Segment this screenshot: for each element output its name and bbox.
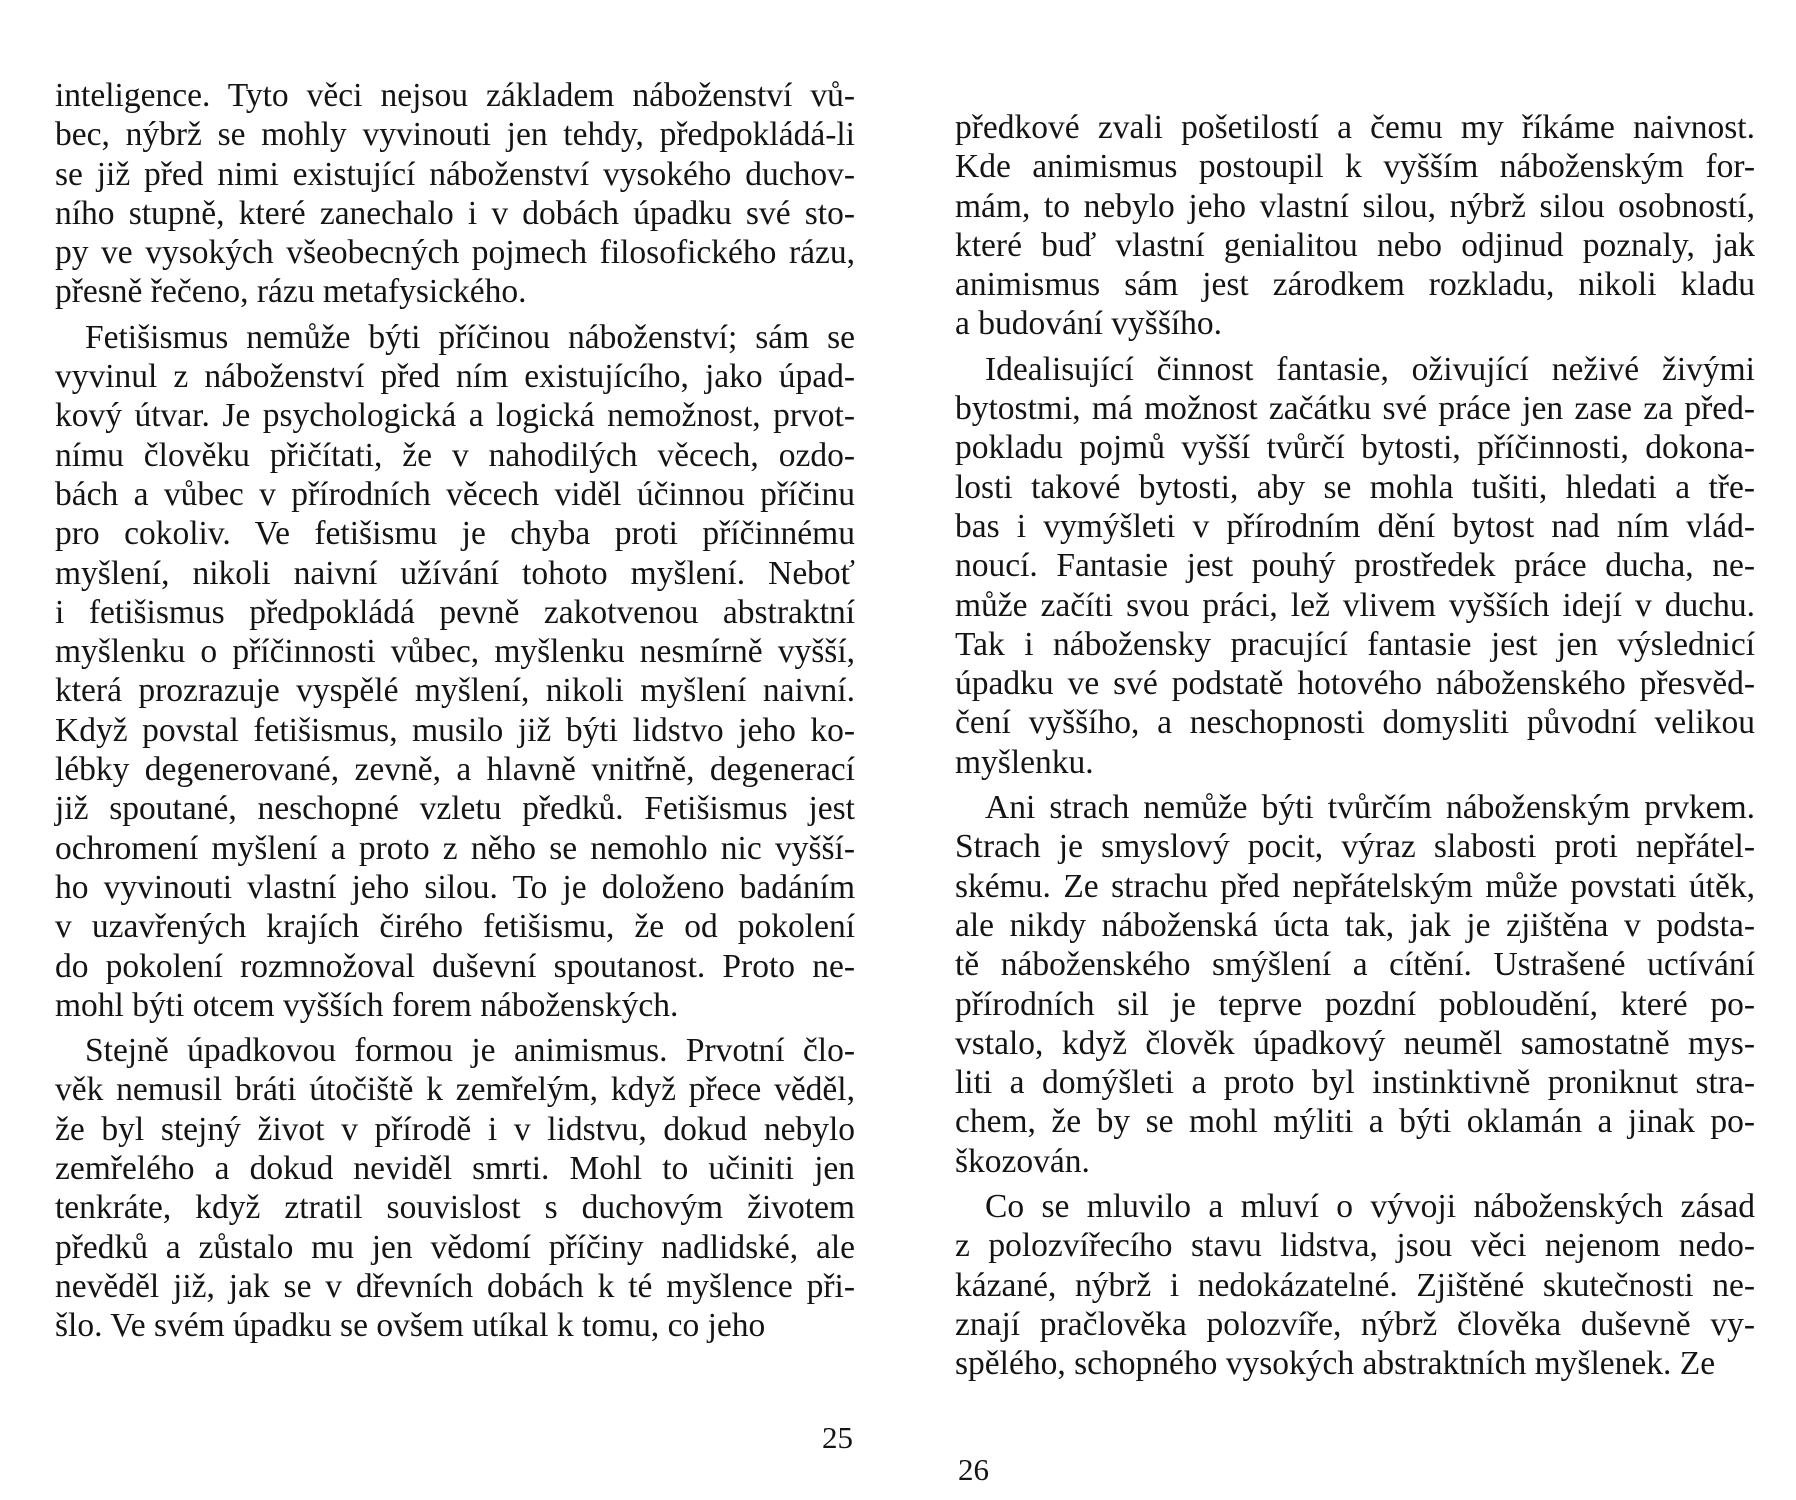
text-line: ho vyvinouti vlastní jeho silou. To je doloženo badáním (55, 868, 855, 906)
paragraph (955, 1187, 1755, 1383)
text-line: bytostmi, má možnost začátku své práce jen zase za před- (955, 390, 1755, 428)
text-line: myšlení, nikoli naivní užívání tohoto myšlení. Neboť (55, 554, 855, 592)
text-line: noucí. Fantasie jest pouhý prostředek práce ducha, ne- (955, 547, 1755, 585)
text-line: nímu člověku přičítati, že v nahodilých věcech, ozdo- (55, 436, 855, 474)
text-line: šlo. Ve svém úpadku se ovšem utíkal k tomu, co jeho (55, 1307, 766, 1345)
text-line: předků a zůstalo mu jen vědomí příčiny nadlidské, ale (55, 1228, 855, 1266)
text-line: inteligence. Tyto věci nejsou základem náboženství vů- (55, 77, 855, 114)
text-line: mohl býti otcem vyšších forem náboženských. (55, 986, 679, 1024)
text-line: i fetišismus předpokládá pevně zakotvenou abstraktní (55, 593, 855, 631)
text-line: skému. Ze strachu před nepřátelským může povstati útěk, (955, 867, 1755, 905)
text-line: v uzavřených krajích čirého fetišismu, že od pokolení (55, 908, 855, 946)
text-line: Tak i nábožensky pracující fantasie jest jen výslednicí (955, 625, 1755, 663)
paragraph (955, 350, 1755, 782)
text-line: Kde animismus postoupil k vyšším náboženským for- (955, 148, 1755, 186)
text-line: chem, že by se mohl mýliti a býti oklamán a jinak po- (955, 1103, 1755, 1141)
text-line: může začíti svou práci, lež vlivem vyšších idejí v duchu. (955, 586, 1755, 624)
text-line: bas i vymýšleti v přírodním dění bytost nad ním vlád- (955, 507, 1755, 545)
text-line: přírodních sil je teprve pozdní pobloudění, které po- (955, 985, 1755, 1023)
paragraph (55, 1031, 855, 1345)
text-line: vyvinul z náboženství před ním existujícího, jako úpad- (55, 358, 855, 396)
text-line: tenkráte, když ztratil souvislost s duchovým životem (55, 1189, 855, 1227)
text-line: kázané, nýbrž i nedokázatelné. Zjištěné skutečnosti ne- (955, 1266, 1755, 1304)
text-line: animismus sám jest zárodkem rozkladu, nikoli kladu (955, 266, 1755, 304)
paragraph (55, 318, 855, 1025)
text-line: čení vyššího, a neschopnosti domysliti původní velikou (955, 704, 1755, 742)
text-line: ochromení myšlení a proto z něho se nemohlo nic vyšší- (55, 829, 855, 867)
paragraph (955, 108, 1755, 344)
text-line: která prozrazuje vyspělé myšlení, nikoli myšlení naivní. (55, 672, 855, 710)
text-line: ale nikdy náboženská úcta tak, jak je zjištěna v podsta- (955, 906, 1755, 944)
text-line: Co se mluvilo a mluví o vývoji náboženských zásad (985, 1188, 1755, 1226)
text-line: které buď vlastní genialitou nebo odjinud poznaly, jak (955, 226, 1755, 264)
text-line: Strach je smyslový pocit, výraz slabosti proti nepřátel- (955, 828, 1755, 866)
text-line: že byl stejný život v přírodě i v lidstvu, dokud nebylo (55, 1110, 855, 1148)
text-line: liti a domýšleti a proto byl instinktivně proniknut stra- (955, 1064, 1755, 1102)
text-line: pro cokoliv. Ve fetišismu je chyba proti příčinnému (55, 515, 855, 553)
text-line: vstalo, když člověk úpadkový neuměl samostatně mys- (955, 1024, 1755, 1062)
text-line: Když povstal fetišismus, musilo již býti lidstvo jeho ko- (55, 711, 855, 749)
text-line: věk nemusil bráti útočiště k zemřelým, když přece věděl, (55, 1071, 855, 1109)
text-line: kový útvar. Je psychologická a logická nemožnost, prvot- (55, 397, 855, 435)
text-line: myšlenku o příčinnosti vůbec, myšlenku nesmírně vyšší, (55, 633, 855, 671)
text-line: myšlenku. (955, 743, 1094, 781)
text-line: již spoutané, neschopné vzletu předků. Fetišismus jest (55, 790, 855, 828)
text-line: se již před nimi existující náboženství vysokého duchov- (55, 155, 855, 193)
page-number-left: 25 (822, 1420, 853, 1455)
text-line: lébky degenerované, zevně, a hlavně vnitřně, degenerací (55, 751, 855, 789)
text-line: nevěděl již, jak se v dřevních dobách k té myšlence při- (55, 1267, 855, 1305)
text-line: předkové zvali pošetilostí a čemu my říkáme naivnost. (955, 109, 1755, 146)
text-line: pokladu pojmů vyšší tvůrčí bytosti, příčinnosti, dokona- (955, 429, 1755, 467)
text-line: losti takové bytosti, aby se mohla tušiti, hledati a tře- (955, 468, 1755, 506)
text-line: Ani strach nemůže býti tvůrčím náboženským prvkem. (985, 789, 1755, 827)
text-line: py ve vysokých všeobecných pojmech filosofického rázu, (55, 234, 855, 272)
paragraph (55, 76, 855, 312)
text-line: Idealisující činnost fantasie, oživující neživé živými (985, 350, 1755, 388)
left-page (55, 76, 855, 1346)
text-line: znají pračlověka polozvíře, nýbrž člověka duševně vy- (955, 1305, 1755, 1343)
text-line: bách a vůbec v přírodních věcech viděl účinnou příčinu (55, 475, 855, 513)
page-number-right: 26 (958, 1452, 989, 1487)
text-line: Fetišismus nemůže býti příčinou náboženství; sám se (85, 318, 855, 356)
text-line: Stejně úpadkovou formou je animismus. Prvotní člo- (85, 1032, 855, 1070)
text-line: tě náboženského smýšlení a cítění. Ustrašené uctívání (955, 946, 1755, 984)
text-line: škozován. (955, 1142, 1090, 1180)
text-line: a budování vyššího. (955, 305, 1223, 343)
text-line: spělého, schopného vysokých abstraktních myšlenek. Ze (955, 1345, 1716, 1383)
text-line: bec, nýbrž se mohly vyvinouti jen tehdy, předpokládá-li (55, 116, 855, 154)
text-line: z polozvířecího stavu lidstva, jsou věci nejenom nedo- (955, 1227, 1755, 1265)
text-line: úpadku ve své podstatě hotového náboženského přesvěd- (955, 665, 1755, 703)
paragraph (955, 788, 1755, 1181)
text-line: přesně řečeno, rázu metafysického. (55, 273, 527, 311)
text-line: do pokolení rozmnožoval duševní spoutanost. Proto ne- (55, 947, 855, 985)
text-line: zemřelého a dokud neviděl smrti. Mohl to učiniti jen (55, 1150, 855, 1188)
text-line: mám, to nebylo jeho vlastní silou, nýbrž silou osobností, (955, 187, 1755, 225)
text-line: ního stupně, které zanechalo i v dobách úpadku své sto- (55, 194, 855, 232)
right-page (955, 108, 1755, 1384)
